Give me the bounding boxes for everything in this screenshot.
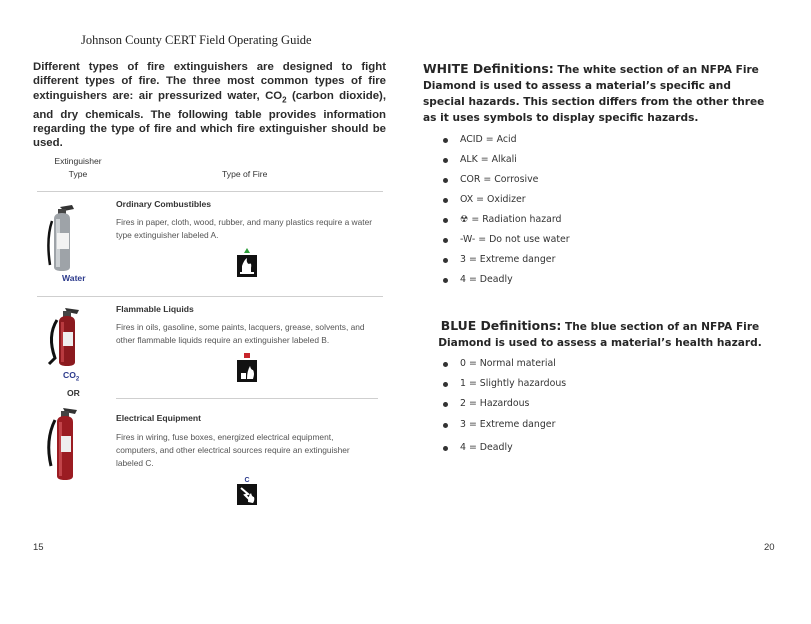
row-description: Fires in wiring, fuse boxes, energized electrical equipment, computers, and other electrical sources require an extinguisher labeled C. <box>116 432 350 468</box>
blue-definitions-paragraph <box>432 318 768 351</box>
header-line-1: Extinguisher <box>54 156 102 166</box>
list-item-text: ☢ = Radiation hazard <box>460 214 562 225</box>
water-extinguisher-icon <box>44 203 80 275</box>
list-item-text: 3 = Extreme danger <box>460 254 556 265</box>
page-number: 20 <box>764 542 775 553</box>
white-definitions-heading: WHITE Definitions: <box>423 61 554 76</box>
list-item <box>443 210 570 230</box>
co2-extinguisher-icon <box>45 306 85 368</box>
intro-text-part2: (carbon dioxide), and dry chemicals. The following table provides information regarding the type of fire and which fire extinguisher should be used. <box>33 89 387 150</box>
blue-definitions-text: The blue section of an NFPA Fire Diamond is used to assess a material’s health hazard. <box>438 321 762 349</box>
bullet-icon <box>443 178 448 183</box>
list-item-text: ALK = Alkali <box>460 154 517 165</box>
list-item-text: OX = Oxidizer <box>460 194 526 205</box>
bullet-icon <box>443 198 448 203</box>
bullet-icon <box>443 138 448 143</box>
list-item-text: 1 = Slightly hazardous <box>460 378 567 389</box>
list-item <box>443 150 570 170</box>
blue-definitions-heading: BLUE Definitions: <box>440 318 562 333</box>
co2-extinguisher-label <box>63 370 79 383</box>
page-number: 15 <box>33 542 44 553</box>
list-item <box>443 230 570 250</box>
header-line-2: Type <box>68 168 88 179</box>
row-title: Ordinary Combustibles <box>116 199 212 209</box>
list-item-text: COR = Corrosive <box>460 174 539 185</box>
white-definitions-text: The white section of an NFPA Fire Diamond is used to assess a material’s specific and special hazards. This section differs from the other three as it uses symbols to display specific hazards. <box>423 64 765 124</box>
list-item-text: -W- = Do not use water <box>460 234 570 245</box>
intro-text-part1: Different types of fire extinguishers are designed to fight different types of fire. The three most common types of fire extinguishers are: air pressurized water, CO <box>33 61 386 102</box>
list-item-text: 4 = Deadly <box>460 442 513 453</box>
white-definitions-list <box>443 130 570 290</box>
bullet-icon <box>443 362 448 367</box>
intro-subscript: 2 <box>282 95 287 105</box>
or-label: OR <box>67 388 80 398</box>
list-item <box>443 414 566 436</box>
table-header-divider <box>37 191 383 192</box>
list-item <box>443 250 570 270</box>
list-item <box>443 374 566 394</box>
class-c-fire-icon <box>236 476 258 506</box>
list-item <box>443 436 566 460</box>
list-item <box>443 394 566 414</box>
bullet-icon <box>443 402 448 407</box>
water-extinguisher-label: Water <box>62 273 86 283</box>
bullet-icon <box>443 382 448 387</box>
row-divider <box>37 296 383 297</box>
list-item-text: 0 = Normal material <box>460 358 556 369</box>
list-item-text: 2 = Hazardous <box>460 398 530 409</box>
list-item <box>443 270 570 290</box>
list-item-text: 3 = Extreme danger <box>460 419 556 430</box>
bullet-icon <box>443 158 448 163</box>
bullet-icon <box>443 278 448 283</box>
list-item-text: 4 = Deadly <box>460 274 513 285</box>
running-header: Johnson County CERT Field Operating Guide <box>81 33 312 47</box>
list-item <box>443 354 566 374</box>
bullet-icon <box>443 423 448 428</box>
bullet-icon <box>443 258 448 263</box>
co2-label-subscript: 2 <box>75 376 80 383</box>
row-description: Fires in paper, cloth, wood, rubber, and many plastics require a water type extinguisher labeled A. <box>116 217 373 240</box>
table-header-type-of-fire: Type of Fire <box>222 169 268 179</box>
table-header-extinguisher <box>38 155 118 180</box>
white-definitions-paragraph <box>423 61 773 126</box>
list-item <box>443 130 570 150</box>
row-title: Electrical Equipment <box>116 413 202 423</box>
row-divider <box>116 398 378 399</box>
left-page <box>0 0 405 624</box>
bullet-icon <box>443 238 448 243</box>
list-item <box>443 190 570 210</box>
dry-chemical-extinguisher-icon <box>43 406 83 482</box>
list-item-text: ACID = Acid <box>460 134 517 145</box>
co2-label-text: CO <box>63 370 76 380</box>
intro-paragraph <box>33 60 386 151</box>
class-a-fire-icon <box>236 248 258 278</box>
bullet-icon <box>443 446 448 451</box>
list-item <box>443 170 570 190</box>
class-b-fire-icon <box>236 353 258 383</box>
blue-definitions-list <box>443 354 566 460</box>
svg-text:C: C <box>244 477 250 484</box>
row-title: Flammable Liquids <box>116 304 194 314</box>
bullet-icon <box>443 218 448 223</box>
row-description: Fires in oils, gasoline, some paints, lacquers, grease, solvents, and other flammable liquids require an extinguisher labeled B. <box>116 322 365 345</box>
